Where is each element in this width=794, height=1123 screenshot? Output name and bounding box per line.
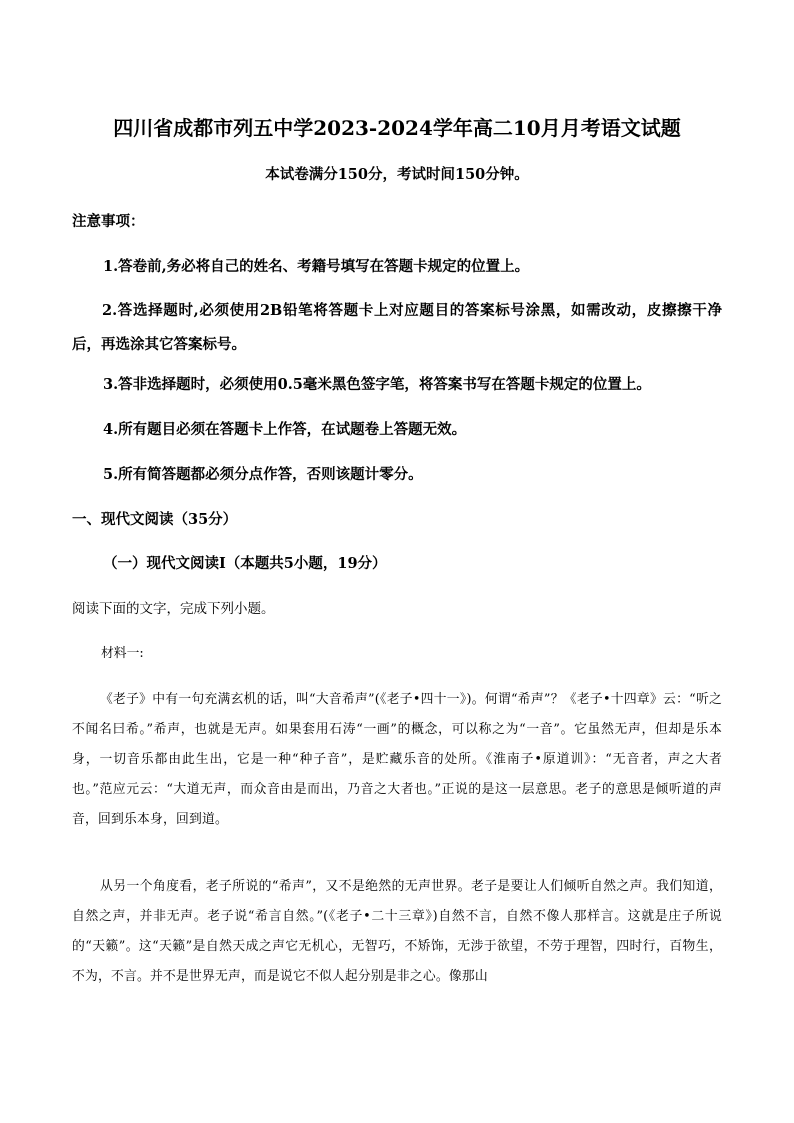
- notice-item-3: 3.答非选择题时，必须使用0.5毫米黑色签字笔，将答案书写在答题卡规定的位置上。: [103, 376, 651, 393]
- exam-title: 四川省成都市列五中学2023-2024学年高二10月月考语文试题: [113, 116, 681, 140]
- subsection-heading: （一）现代文阅读Ⅰ（本题共5小题，19分）: [103, 555, 387, 572]
- section-heading: 一、现代文阅读（35分）: [72, 511, 238, 528]
- notice-item-4: 4.所有题目必须在答题卡上作答，在试题卷上答题无效。: [103, 421, 467, 438]
- exam-subtitle: 本试卷满分150分，考试时间150分钟。: [265, 166, 529, 183]
- material-paragraph-2: 从另一个角度看，老子所说的“希声”，又不是绝然的无声世界。老子是要让人们倾听自然之声。我们知道，自然之声，并非无声。老子说“希言自然。”(《老子•二十三章》)自然不言，自然不像人那样言。这就是庄子所说的“天籁”。这“天籁”是自然天成之声它无机心，无智巧，不矫饰，无涉于欲望，不劳于理智，四时行，百物生，不为，不言。并不是世界无声，而是说它不似人起分别是非之心。像那山: [72, 879, 722, 984]
- notice-item-2: 2.答选择题时,必须使用2B铅笔将答题卡上对应题目的答案标号涂黑，如需改动，皮擦擦干净后，再选涂其它答案标号。: [72, 302, 722, 353]
- material-paragraph-1: 《老子》中有一句充满玄机的话，叫“大音希声”(《老子•四十一》)。何谓“希声”？《老子•十四章》云：“听之不闻名曰希。”希声，也就是无声。如果套用石涛“一画”的概念，可以称之为“一音”。它虽然无声，但却是乐本身，一切音乐都由此生出，它是一种“种子音”，是贮藏乐音的处所。《淮南子•原道训》：“无音者，声之大者也。”范应元云：“大道无声，而众音由是而出，乃音之大者也。”正说的是这一层意思。老子的意思是倾听道的声音，回到乐本身，回到道。: [72, 692, 722, 827]
- notice-item-5: 5.所有简答题都必须分点作答，否则该题计零分。: [103, 466, 423, 483]
- reading-instruction: 阅读下面的文字，完成下列小题。: [72, 601, 275, 617]
- material-label: 材料一:: [101, 646, 144, 661]
- notice-item-1: 1.答卷前,务必将自己的姓名、考籍号填写在答题卡规定的位置上。: [103, 258, 530, 275]
- notice-heading: 注意事项：: [72, 213, 145, 230]
